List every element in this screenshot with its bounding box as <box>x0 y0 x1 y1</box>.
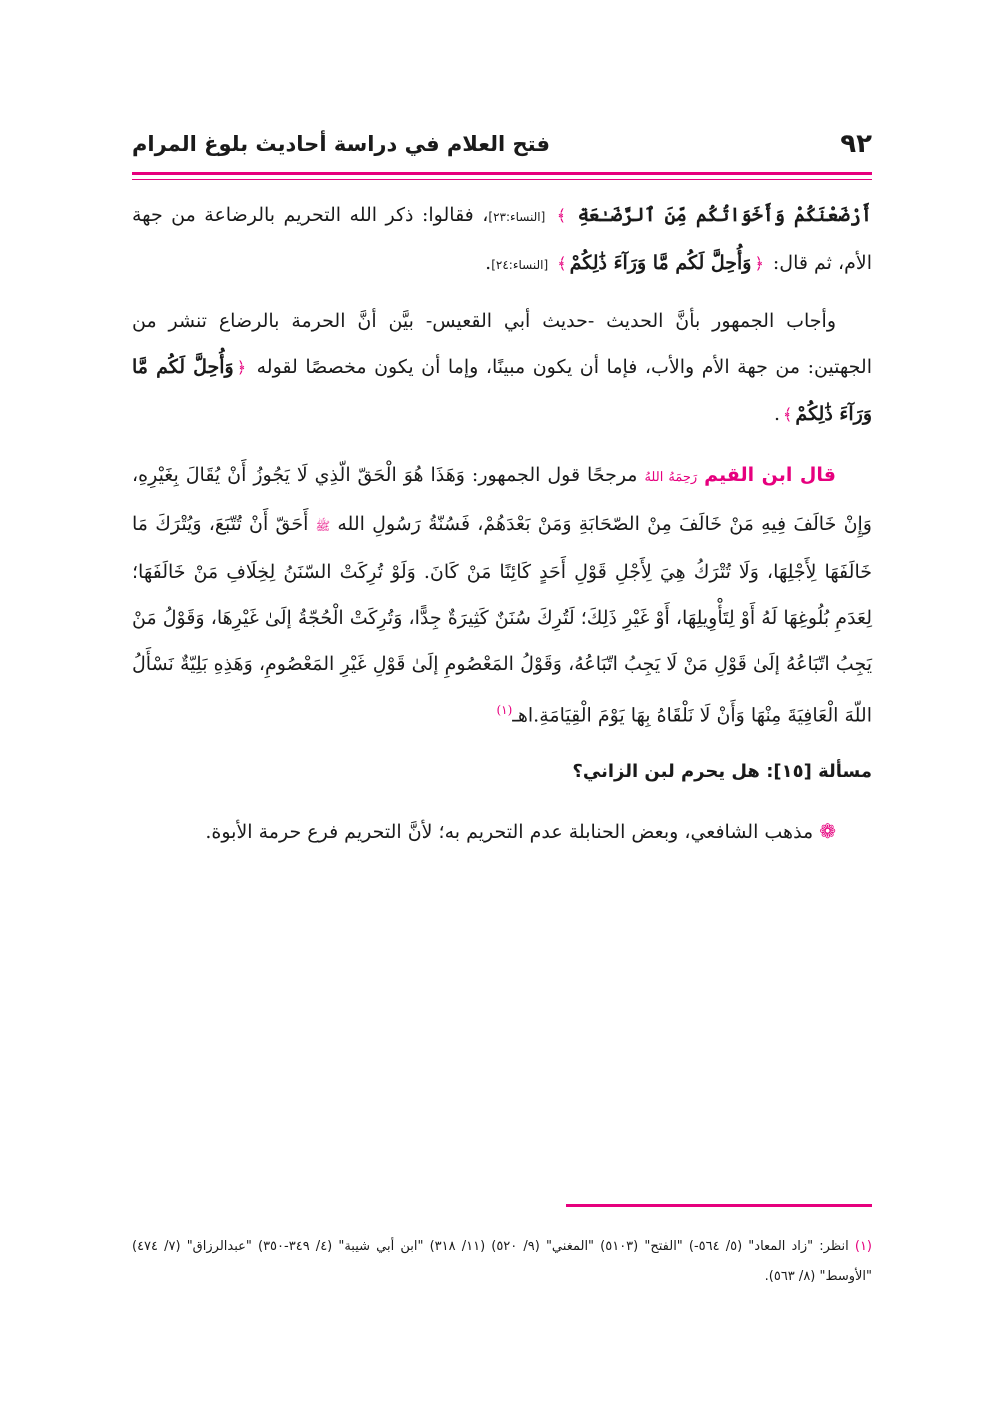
paragraph-text: مذهب الشافعي، وبعض الحنابلة عدم التحريم به؛ لأنَّ التحريم فرع حرمة الأبوة. <box>205 821 814 844</box>
paragraph-2 <box>132 298 872 438</box>
footnotes <box>132 1232 872 1292</box>
book-title: فتح العلام في دراسة أحاديث بلوغ المرام <box>132 132 550 156</box>
verse-reference: [النساء:٢٣] <box>488 210 546 224</box>
quote-text: أَحَقّ أَنْ تُتّبَعَ، وَيُتْرَكَ مَا خَالَفَهَا لِأَجْلِهَا، وَلَا تُتْرَكُ هِيَ لِأَجْلِ قَوْلِ أَحَدٍ كَائِنًا مَنْ كَانَ. وَلَوْ تُرِكَتْ السّنَنُ لِخِلَافِ مَنْ خَالَفَهَا؛ لِعَدَمِ بُلُوغِهَا لَهُ أَوْ لِتَأْوِيلِهَا، أَوْ غَيْرِ ذَلِكَ؛ لَتُرِكَ سُنَنٌ كَثِيرَةٌ جِدًّا، وَتُرِكَتْ الْحُجّةُ إلَىٰ غَيْرِهَا، وَقَوْلُ مَنْ يَجِبُ اتّبَاعُهُ إلَىٰ قَوْلِ مَنْ لَا يَجِبُ اتّبَاعُهُ، وَقَوْلُ المَعْصُومِ إلَىٰ قَوْلِ غَيْرِ المَعْصُومِ، وَهَذِهِ بَلِيّةٌ نَسْأَلُ اللّهَ الْعَافِيَةَ مِنْهَا وَأَنْ لَا نَلْقَاهُ بِهَا يَوْمَ الْقِيَامَةِ. <box>132 513 872 727</box>
quote-end: اهـ <box>512 704 534 727</box>
verse-reference: [النساء:٢٤] <box>491 258 549 272</box>
header-rule-thin <box>132 179 872 180</box>
header-rule <box>132 172 872 175</box>
footnote-reference[interactable]: (١) <box>496 703 513 717</box>
footnote-text: انظر: "زاد المعاد" (٥/ ٥٦٤-) "الفتح" (٥١٠٣) "المغني" (٩/ ٥٢٠) (١١/ ٣١٨) "ابن أبي شيبة" (٤/ ٣٤٩-٣٥٠) "عبدالرزاق" (٧/ ٤٧٤) "الأوسط" (٨/ ٥٦٣). <box>132 1239 872 1284</box>
footnote-number: (١) <box>854 1239 872 1254</box>
verse-bracket-close-icon: ﴾ <box>783 405 793 424</box>
page-body <box>132 192 872 867</box>
page-header <box>132 122 872 166</box>
issue-question: هل يحرم لبن الزاني؟ <box>572 761 760 783</box>
issue-heading <box>132 752 872 792</box>
verse-bracket-open-icon: ﴿ <box>236 358 247 377</box>
footnote <box>132 1232 872 1292</box>
quran-verse: وَأُحِلَّ لَكُم مَّا وَرَآءَ ذَٰلِكُمْ <box>132 356 872 425</box>
footnote-separator <box>566 1204 872 1207</box>
paragraph-3 <box>132 452 872 738</box>
quran-verse: وَأُحِلَّ لَكُم مَّا وَرَآءَ ذَٰلِكُمْ <box>569 252 752 274</box>
sentence-end: . <box>485 252 492 274</box>
salawat-symbol: ﷺ <box>315 519 331 533</box>
sentence-end: . <box>774 403 781 425</box>
flower-ornament-icon: ❁ <box>819 819 836 844</box>
paragraph-text: وأجاب الجمهور بأنَّ الحديث -حديث أبي القعيس- بيَّن أنَّ الحرمة بالرضاع تنشر من الجهتين: من جهة الأم والأب، فإما أن يكون مبينًا، وإما أن يكون مخصصًا لقوله <box>132 310 872 378</box>
page-number: ٩٢ <box>840 129 872 159</box>
paragraph-1 <box>132 192 872 288</box>
paragraph-4 <box>132 808 872 855</box>
paragraph-text: ، فقالوا: ذكر الله التحريم بالرضاعة من جهة الأم، ثم قال: <box>132 204 872 274</box>
quran-verse: أَرْضَعْنَكُمْ وَأَخَوَاتُكُم مِّنَ ٱلرَّضَـٰعَةِ <box>577 204 872 226</box>
issue-label: مسألة [١٥]: <box>766 761 872 783</box>
verse-bracket-close-icon: ﴾ <box>556 206 567 225</box>
honorific: رَحِمَهُ اللهُ <box>644 470 698 485</box>
quote-text: وَهَذَا هُوَ الْحَقّ الّذِي لَا يَجُوزُ أَنْ يُقَالَ بِغَيْرِهِ، وَإِنْ خَالَفَ فِيهِ مَنْ خَالَفَ مِنْ الصّحَابَةِ وَمَنْ بَعْدَهُمْ، فَسُنّةُ رَسُولِ الله <box>132 464 872 535</box>
verse-bracket-open-icon: ﴿ <box>754 254 764 273</box>
verse-bracket-close-icon: ﴾ <box>557 254 567 273</box>
quote-intro: مرجحًا قول الجمهور: <box>464 464 645 486</box>
speaker-name: قال ابن القيم <box>704 464 836 486</box>
